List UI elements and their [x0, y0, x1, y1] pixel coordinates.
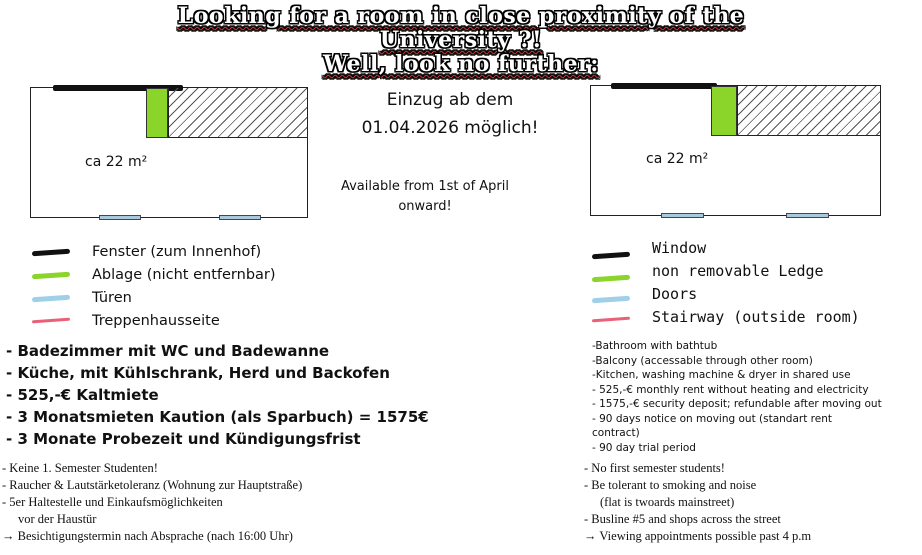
feature-item: - Küche, mit Kühlschrank, Herd und Backofen — [6, 364, 390, 382]
window-mark — [611, 83, 717, 89]
features-english — [592, 339, 882, 455]
room-size: ca 22 m² — [85, 154, 148, 170]
door-mark — [99, 215, 141, 220]
ledge-mark — [146, 88, 168, 138]
notes-english — [584, 460, 811, 545]
move-in-de-line2: 01.04.2026 möglich! — [361, 118, 539, 138]
note-item: vor der Haustür — [18, 512, 97, 526]
move-in-en-line1: Available from 1st of April — [340, 179, 509, 194]
note-item: - Busline #5 and shops across the street — [584, 512, 781, 526]
note-item: - Keine 1. Semester Studenten! — [2, 461, 158, 475]
legend-label: Window — [652, 239, 707, 257]
legend-label: Doors — [652, 285, 698, 303]
legend-item — [32, 310, 276, 333]
title-line-3: Well, look no further: — [323, 51, 599, 77]
title-line-2: University ?! — [379, 27, 543, 53]
legend-label: Fenster (zum Innenhof) — [92, 244, 262, 260]
move-in-english — [300, 177, 550, 217]
note-item: - No first semester students! — [584, 461, 725, 475]
feature-item: - 3 Monatsmieten Kaution (als Sparbuch) = 1575€ — [6, 408, 429, 426]
stairwell-hatch — [737, 86, 880, 136]
note-item: - Raucher & Lautstärketoleranz (Wohnung zur Hauptstraße) — [2, 478, 303, 492]
legend-label: Stairway (outside room) — [652, 308, 860, 326]
feature-item: - 1575,-€ security deposit; refundable after moving out — [592, 398, 882, 410]
door-mark — [219, 215, 261, 220]
legend-label: Treppenhausseite — [92, 313, 220, 329]
feature-item: -Kitchen, washing machine & dryer in shared use — [592, 369, 851, 381]
feature-item: - 525,-€ Kaltmiete — [6, 386, 159, 404]
stairwell-hatch — [168, 88, 307, 138]
note-item: - 5er Haltestelle und Einkaufsmöglichkeiten — [2, 495, 223, 509]
floor-plan-english — [590, 85, 881, 216]
legend-item — [592, 260, 860, 283]
legend-label: Ablage (nicht entfernbar) — [92, 267, 276, 283]
move-in-german — [320, 86, 580, 142]
move-in-de-line1: Einzug ab dem — [386, 90, 514, 110]
feature-item: - Badezimmer mit WC und Badewanne — [6, 342, 330, 360]
legend-item — [592, 306, 860, 329]
door-mark — [661, 213, 704, 218]
note-item: - Be tolerant to smoking and noise — [584, 478, 757, 492]
feature-item: - 90 days notice on moving out (standart rent — [592, 412, 832, 425]
feature-item: - 90 day trial period — [592, 441, 696, 454]
features-german — [6, 340, 429, 450]
feature-item: - 525,-€ monthly rent without heating and electricity — [592, 383, 869, 396]
notes-german — [2, 460, 302, 545]
legend-german — [32, 241, 276, 333]
ledge-mark — [711, 86, 737, 136]
legend-english — [592, 237, 860, 329]
note-item: → Viewing appointments possible past 4 p.m — [584, 529, 812, 543]
note-item: (flat is twoards mainstreet) — [600, 495, 735, 509]
door-mark — [786, 213, 829, 218]
title-line-1: Looking for a room in close proximity of the — [177, 3, 745, 29]
feature-item: -Bathroom with bathtub — [592, 340, 718, 352]
feature-item: contract) — [592, 427, 640, 439]
legend-label: Türen — [92, 290, 132, 306]
move-in-en-line2: onward! — [398, 199, 452, 214]
legend-item — [592, 283, 860, 306]
legend-label: non removable Ledge — [652, 262, 824, 280]
legend-item — [32, 241, 276, 264]
feature-item: -Balcony (accessable through other room) — [592, 354, 813, 367]
note-item: → Besichtigungstermin nach Absprache (nach 16:00 Uhr) — [2, 529, 293, 543]
legend-item — [32, 287, 276, 310]
feature-item: - 3 Monate Probezeit und Kündigungsfrist — [6, 430, 361, 448]
legend-item — [592, 237, 860, 260]
legend-item — [32, 264, 276, 287]
room-size: ca 22 m² — [646, 151, 709, 167]
floor-plan-german — [30, 87, 308, 218]
